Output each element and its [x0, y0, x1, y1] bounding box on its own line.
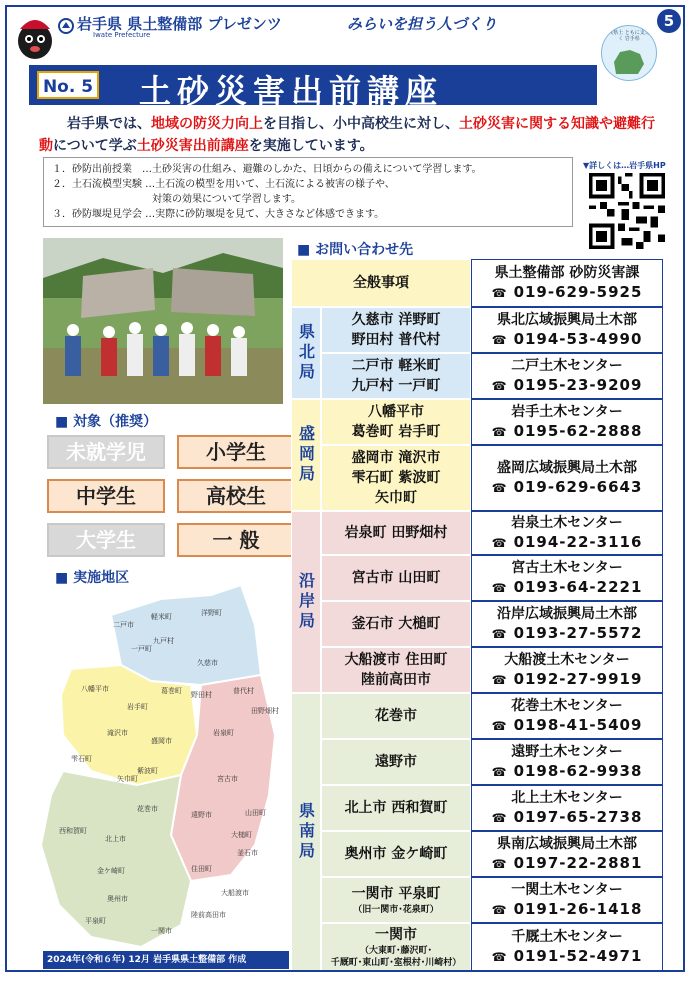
phone-number[interactable]: 0194-53-4990: [513, 329, 643, 348]
phone-icon: ☎: [491, 949, 508, 964]
office-cell: [471, 511, 663, 555]
disaster-prevention-logo: [601, 25, 657, 81]
phone-number[interactable]: 0197-22-2881: [513, 853, 643, 872]
area-name: 釜石市 大槌町: [351, 616, 441, 632]
map-municipality-label: 雫石町: [71, 755, 92, 763]
office-cell: [471, 307, 663, 353]
logo-text: 防災県土 ともに支え築く 岩手県: [603, 30, 655, 42]
map-municipality-label: 八幡平市: [81, 685, 109, 693]
area-cell: [321, 785, 471, 831]
intro-text: を実施しています。: [248, 138, 374, 154]
region-label: [291, 307, 321, 399]
area-cell: [321, 307, 471, 353]
area-cell: [321, 647, 471, 693]
office-cell: [471, 877, 663, 923]
map-municipality-label: 北上市: [105, 835, 126, 843]
map-municipality-label: 奥州市: [107, 895, 128, 903]
phone-number-row[interactable]: [492, 669, 643, 690]
area-name: 大船渡市 住田町: [344, 652, 448, 668]
phone-number[interactable]: 0193-64-2221: [513, 577, 643, 596]
phone-number[interactable]: 019-629-5925: [513, 282, 643, 301]
prefecture-english-name: Iwate Prefecture: [93, 31, 151, 39]
phone-number-row[interactable]: [492, 807, 643, 828]
region-name: 沿岸局: [296, 572, 316, 632]
map-municipality-label: 西和賀町: [59, 827, 87, 835]
phone-number[interactable]: 0192-27-9919: [513, 669, 643, 688]
phone-number[interactable]: 0191-52-4971: [513, 946, 643, 965]
office-name: 遠野土木センター: [511, 743, 623, 760]
target-university: 大学生: [47, 523, 165, 557]
area-name: 矢巾町: [375, 490, 417, 506]
map-municipality-label: 平泉町: [85, 917, 106, 925]
office-name: 盛岡広域振興局土木部: [497, 459, 637, 476]
phone-icon: ☎: [491, 378, 508, 393]
phone-number-row[interactable]: [492, 715, 643, 736]
map-municipality-label: 滝沢市: [107, 729, 128, 737]
phone-number[interactable]: 0194-22-3116: [513, 532, 643, 551]
area-note: （旧一関市･花泉町）: [353, 905, 439, 915]
area-name: 久慈市 洋野町: [351, 312, 441, 328]
area-name: 盛岡市 滝沢市: [351, 450, 441, 466]
area-name: 宮古市 山田町: [351, 570, 441, 586]
intro-text: について学ぶ: [53, 138, 137, 154]
office-name: 沿岸広域振興局土木部: [497, 605, 637, 622]
flyer-page: [5, 5, 685, 972]
office-name: 一関土木センター: [511, 881, 623, 898]
program-item: 対策の効果について学習します。: [52, 194, 301, 205]
target-elementary: 小学生: [177, 435, 295, 469]
map-municipality-label: 軽米町: [151, 613, 172, 621]
office-name: 県土整備部 砂防災害課: [494, 264, 640, 281]
target-general: 一 般: [177, 523, 295, 557]
office-cell: [471, 601, 663, 647]
area-name: 岩泉町 田野畑村: [344, 525, 448, 541]
area-heading: ■ 実施地区: [55, 570, 130, 586]
intro-paragraph: [39, 113, 659, 157]
general-label-text: 全般事項: [353, 275, 409, 291]
contact-heading: ■ お問い合わせ先: [297, 242, 414, 258]
area-note: 千厩町･東山町･室根村･川崎村）: [330, 958, 462, 968]
area-name: 二戸市 軽米町: [351, 358, 441, 374]
phone-number-row[interactable]: [492, 623, 643, 644]
phone-number-row[interactable]: [492, 577, 643, 598]
contact-table: [291, 259, 663, 969]
phone-number[interactable]: 0193-27-5572: [513, 623, 643, 642]
region-name: 県南局: [296, 802, 316, 862]
iwate-shape-icon: [610, 48, 648, 76]
phone-icon: ☎: [491, 535, 508, 550]
area-cell: [321, 693, 471, 739]
footer-credit: 2024年(令和６年) 12月 岩手県県土整備部 作成: [43, 951, 289, 969]
area-name: 遠野市: [375, 754, 417, 770]
map-municipality-label: 岩手町: [127, 703, 148, 711]
general-inquiry-label: [291, 259, 471, 307]
program-item: ３．砂防堰堤見学会 …実際に砂防堰堤を見て、大きさなど体感できます。: [52, 209, 385, 220]
office-name: 県南広域振興局土木部: [497, 835, 637, 852]
area-name: 花巻市: [375, 708, 417, 724]
target-heading: ■ 対象（推奨）: [55, 414, 158, 430]
office-name: 花巻土木センター: [511, 697, 623, 714]
area-name: 奥州市 金ケ崎町: [344, 846, 448, 862]
map-municipality-label: 矢巾町: [117, 775, 138, 783]
region-label: [291, 693, 321, 971]
area-name: 雫石町 紫波町: [351, 470, 441, 486]
office-name: 大船渡土木センター: [504, 651, 630, 668]
area-name: 一関市: [375, 927, 417, 943]
area-cell: [321, 555, 471, 601]
phone-icon: ☎: [491, 856, 508, 871]
phone-number-row[interactable]: [492, 946, 643, 967]
map-municipality-label: 陸前高田市: [191, 911, 226, 919]
page-number: 5: [657, 9, 681, 33]
area-cell: [321, 831, 471, 877]
phone-icon: ☎: [491, 480, 508, 495]
intro-text: 岩手県では、: [67, 116, 151, 132]
intro-highlight: 地域の防災力向上: [151, 116, 263, 132]
area-name: 九戸村 一戸町: [351, 378, 441, 394]
area-cell: [321, 739, 471, 785]
phone-icon: ☎: [491, 424, 508, 439]
intro-text: を目指し、小中高校生に対し、: [263, 116, 459, 132]
phone-icon: ☎: [491, 902, 508, 917]
slogan: みらいを担う人づくり: [347, 15, 498, 33]
header: [7, 7, 683, 65]
qr-label: ▼詳しくは…岩手県HP: [583, 161, 666, 170]
program-item: １．砂防出前授業 …土砂災害の仕組み、避難のしかた、日頃からの備えについて学習します。: [52, 164, 482, 175]
page-title: 土砂災害出前講座: [139, 72, 444, 110]
office-name: 岩手土木センター: [511, 403, 623, 420]
map-municipality-label: 葛巻町: [161, 687, 182, 695]
general-office: [471, 259, 663, 307]
map-municipality-label: 岩泉町: [213, 729, 234, 737]
office-cell: [471, 785, 663, 831]
map-municipality-label: 九戸村: [153, 637, 174, 645]
map-municipality-label: 紫波町: [137, 767, 158, 775]
phone-number[interactable]: 0195-23-9209: [513, 375, 643, 394]
phone-number-row[interactable]: [492, 329, 643, 350]
office-name: 二戸土木センター: [511, 357, 623, 374]
phone-number-row[interactable]: [492, 532, 643, 553]
region-name: 県北局: [296, 323, 316, 383]
prefecture-emblem-icon: [57, 17, 75, 35]
phone-number[interactable]: 0198-41-5409: [513, 715, 643, 734]
office-name: 千厩土木センター: [511, 928, 623, 945]
office-name: 県北広域振興局土木部: [497, 311, 637, 328]
target-high-school: 高校生: [177, 479, 295, 513]
office-cell: [471, 693, 663, 739]
map-municipality-label: 普代村: [233, 687, 254, 695]
area-cell: [321, 877, 471, 923]
phone-number[interactable]: 0195-62-2888: [513, 421, 643, 440]
phone-number[interactable]: 019-629-6643: [513, 477, 643, 496]
map-municipality-label: 洋野町: [201, 609, 222, 617]
map-municipality-label: 釜石市: [237, 849, 258, 857]
area-cell: [321, 601, 471, 647]
title-bar: [29, 65, 597, 110]
program-item: ２．土石流模型実験 …土石流の模型を用いて、土石流による被害の様子や、: [52, 179, 395, 190]
map-municipality-label: 金ケ崎町: [97, 867, 125, 875]
map-municipality-label: 花巻市: [137, 805, 158, 813]
program-list: [43, 157, 573, 227]
map-municipality-label: 住田町: [191, 865, 212, 873]
phone-icon: ☎: [491, 626, 508, 641]
region-label: [291, 399, 321, 511]
office-name: 岩泉土木センター: [511, 514, 623, 531]
office-cell: [471, 555, 663, 601]
map-municipality-label: 盛岡市: [151, 737, 172, 745]
phone-number-row[interactable]: [492, 477, 643, 498]
lecture-photo: [43, 238, 283, 404]
phone-icon: ☎: [491, 332, 508, 347]
department-name: 岩手県 県土整備部 プレゼンツ: [77, 15, 282, 33]
region-label: [291, 511, 321, 693]
office-cell: [471, 353, 663, 399]
map-municipality-label: 久慈市: [197, 659, 218, 667]
area-name: 一関市 平泉町: [351, 886, 441, 902]
map-municipality-label: 一関市: [151, 927, 172, 935]
map-municipality-label: 田野畑村: [251, 707, 279, 715]
phone-icon: ☎: [491, 718, 508, 733]
map-municipality-label: 大槌町: [231, 831, 252, 839]
phone-number[interactable]: 0191-26-1418: [513, 899, 643, 918]
area-cell: [321, 445, 471, 511]
office-cell: [471, 923, 663, 971]
office-cell: [471, 445, 663, 511]
office-cell: [471, 739, 663, 785]
phone-number-row[interactable]: [492, 421, 643, 442]
area-cell: [321, 511, 471, 555]
office-cell: [471, 831, 663, 877]
area-name: 野田村 普代村: [351, 332, 441, 348]
phone-number-row[interactable]: [492, 282, 643, 303]
phone-icon: ☎: [491, 580, 508, 595]
phone-icon: ☎: [491, 764, 508, 779]
map-municipality-label: 一戸町: [131, 645, 152, 653]
office-cell: [471, 647, 663, 693]
phone-number[interactable]: 0197-65-2738: [513, 807, 643, 826]
phone-number[interactable]: 0198-62-9938: [513, 761, 643, 780]
qr-code-icon[interactable]: [589, 173, 665, 249]
map-municipality-label: 山田町: [245, 809, 266, 817]
iwate-region-map: [41, 585, 291, 947]
map-municipality-label: 二戸市: [113, 621, 134, 629]
area-note: （大東町･藤沢町･: [359, 946, 432, 956]
office-name: 北上土木センター: [511, 789, 623, 806]
phone-number-row[interactable]: [492, 853, 643, 874]
mascot-icon: [13, 11, 57, 61]
area-name: 陸前高田市: [361, 672, 431, 688]
area-cell: [321, 399, 471, 445]
office-name: 宮古土木センター: [511, 559, 623, 576]
area-cell: [321, 353, 471, 399]
region-name: 盛岡局: [296, 425, 316, 485]
area-name: 八幡平市: [368, 404, 424, 420]
map-municipality-label: 野田村: [191, 691, 212, 699]
area-name: 葛巻町 岩手町: [351, 424, 441, 440]
office-cell: [471, 399, 663, 445]
phone-icon: ☎: [491, 810, 508, 825]
area-cell: [321, 923, 471, 971]
target-preschool: 未就学児: [47, 435, 165, 469]
phone-number-row[interactable]: [492, 375, 643, 396]
map-municipality-label: 遠野市: [191, 811, 212, 819]
issue-number: No. 5: [37, 71, 99, 99]
target-junior-high: 中学生: [47, 479, 165, 513]
phone-icon: ☎: [491, 672, 508, 687]
phone-icon: ☎: [491, 285, 508, 300]
area-name: 北上市 西和賀町: [344, 800, 448, 816]
intro-highlight: 土砂災害出前講座: [136, 138, 249, 154]
phone-number-row[interactable]: [492, 761, 643, 782]
map-municipality-label: 宮古市: [217, 775, 238, 783]
phone-number-row[interactable]: [492, 899, 643, 920]
intro-highlight: 土砂災害に関する知識や避難行動: [39, 116, 655, 154]
map-municipality-label: 大船渡市: [221, 889, 249, 897]
